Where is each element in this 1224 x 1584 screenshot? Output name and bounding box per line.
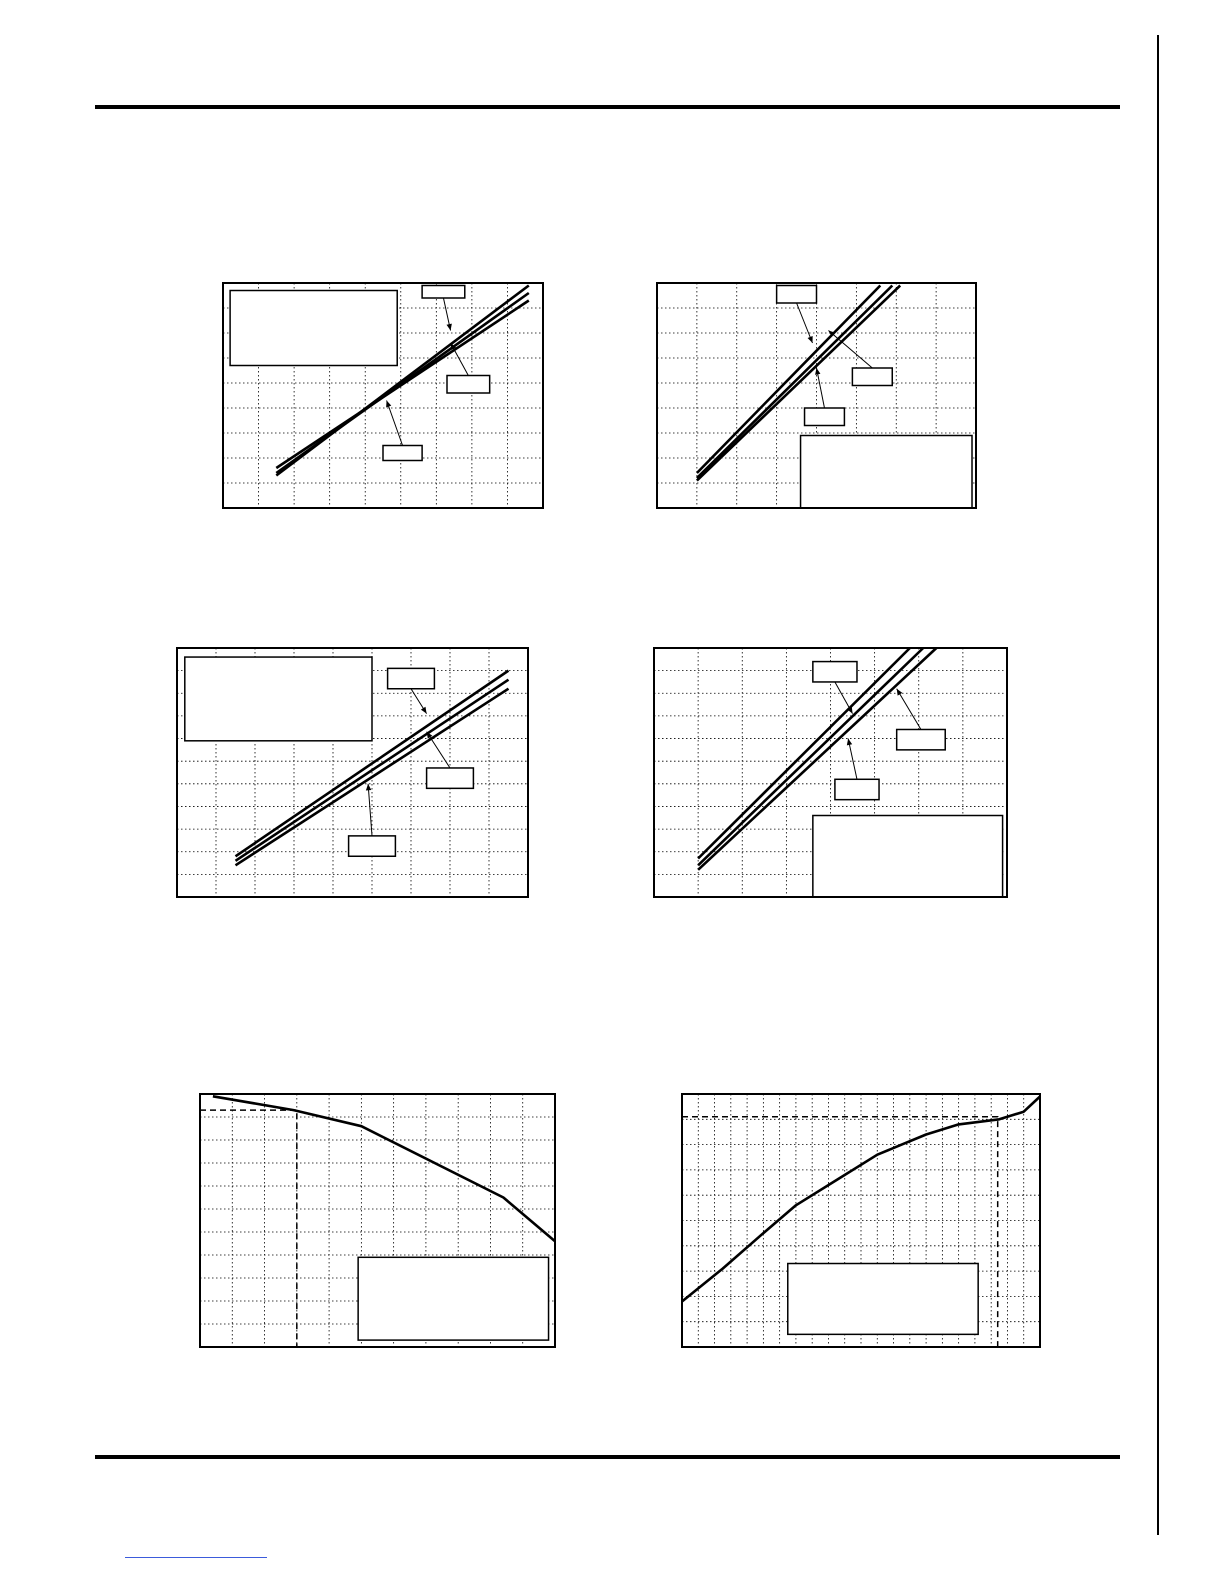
- callout-arrowhead-1: [447, 324, 452, 331]
- callout-box-1: [813, 662, 857, 682]
- chart-3: [177, 648, 528, 897]
- chart-4-svg: [654, 648, 1007, 897]
- callout-leader-2: [897, 689, 921, 730]
- callout-arrowhead-3: [815, 368, 820, 375]
- chart-5: [200, 1094, 555, 1347]
- info-box: [358, 1257, 548, 1340]
- callout-box-2: [447, 376, 490, 394]
- chart-6-svg: [682, 1094, 1040, 1347]
- right-margin-rule: [1157, 35, 1159, 1535]
- callout-box-3: [349, 836, 396, 856]
- footer-link-underline[interactable]: [125, 1557, 267, 1558]
- callout-box-1: [777, 286, 817, 304]
- chart-1-svg: [223, 283, 543, 508]
- reference-line: [200, 1110, 297, 1347]
- callout-arrowhead-1: [421, 707, 427, 714]
- info-box: [813, 816, 1003, 897]
- chart-2: [657, 283, 976, 508]
- callout-leader-3: [368, 784, 372, 836]
- callout-box-3: [805, 408, 845, 426]
- callout-leader-3: [387, 401, 403, 446]
- chart-4: [654, 648, 1007, 897]
- chart-1: [223, 283, 543, 508]
- callout-box-2: [852, 368, 892, 386]
- callout-leader-2: [427, 732, 450, 768]
- chart-5-svg: [200, 1094, 555, 1347]
- callout-box-2: [427, 768, 474, 788]
- callout-box-3: [835, 779, 879, 799]
- callout-arrowhead-2: [897, 689, 903, 696]
- callout-arrowhead-3: [366, 784, 371, 791]
- callout-box-1: [422, 286, 465, 299]
- info-box: [230, 291, 397, 366]
- chart-2-svg: [657, 283, 976, 508]
- callout-arrowhead-3: [847, 739, 852, 746]
- footer-rule: [95, 1455, 1120, 1459]
- callout-leader-1: [797, 303, 813, 343]
- callout-box-3: [383, 446, 422, 461]
- info-box: [801, 436, 972, 509]
- callout-arrowhead-3: [386, 401, 391, 408]
- callout-arrowhead-1: [808, 336, 813, 343]
- callout-box-1: [388, 668, 435, 688]
- chart-3-svg: [177, 648, 528, 897]
- header-rule: [95, 105, 1120, 109]
- info-box: [788, 1264, 978, 1335]
- callout-box-2: [897, 729, 946, 749]
- info-box: [185, 657, 372, 741]
- chart-6: [682, 1094, 1040, 1347]
